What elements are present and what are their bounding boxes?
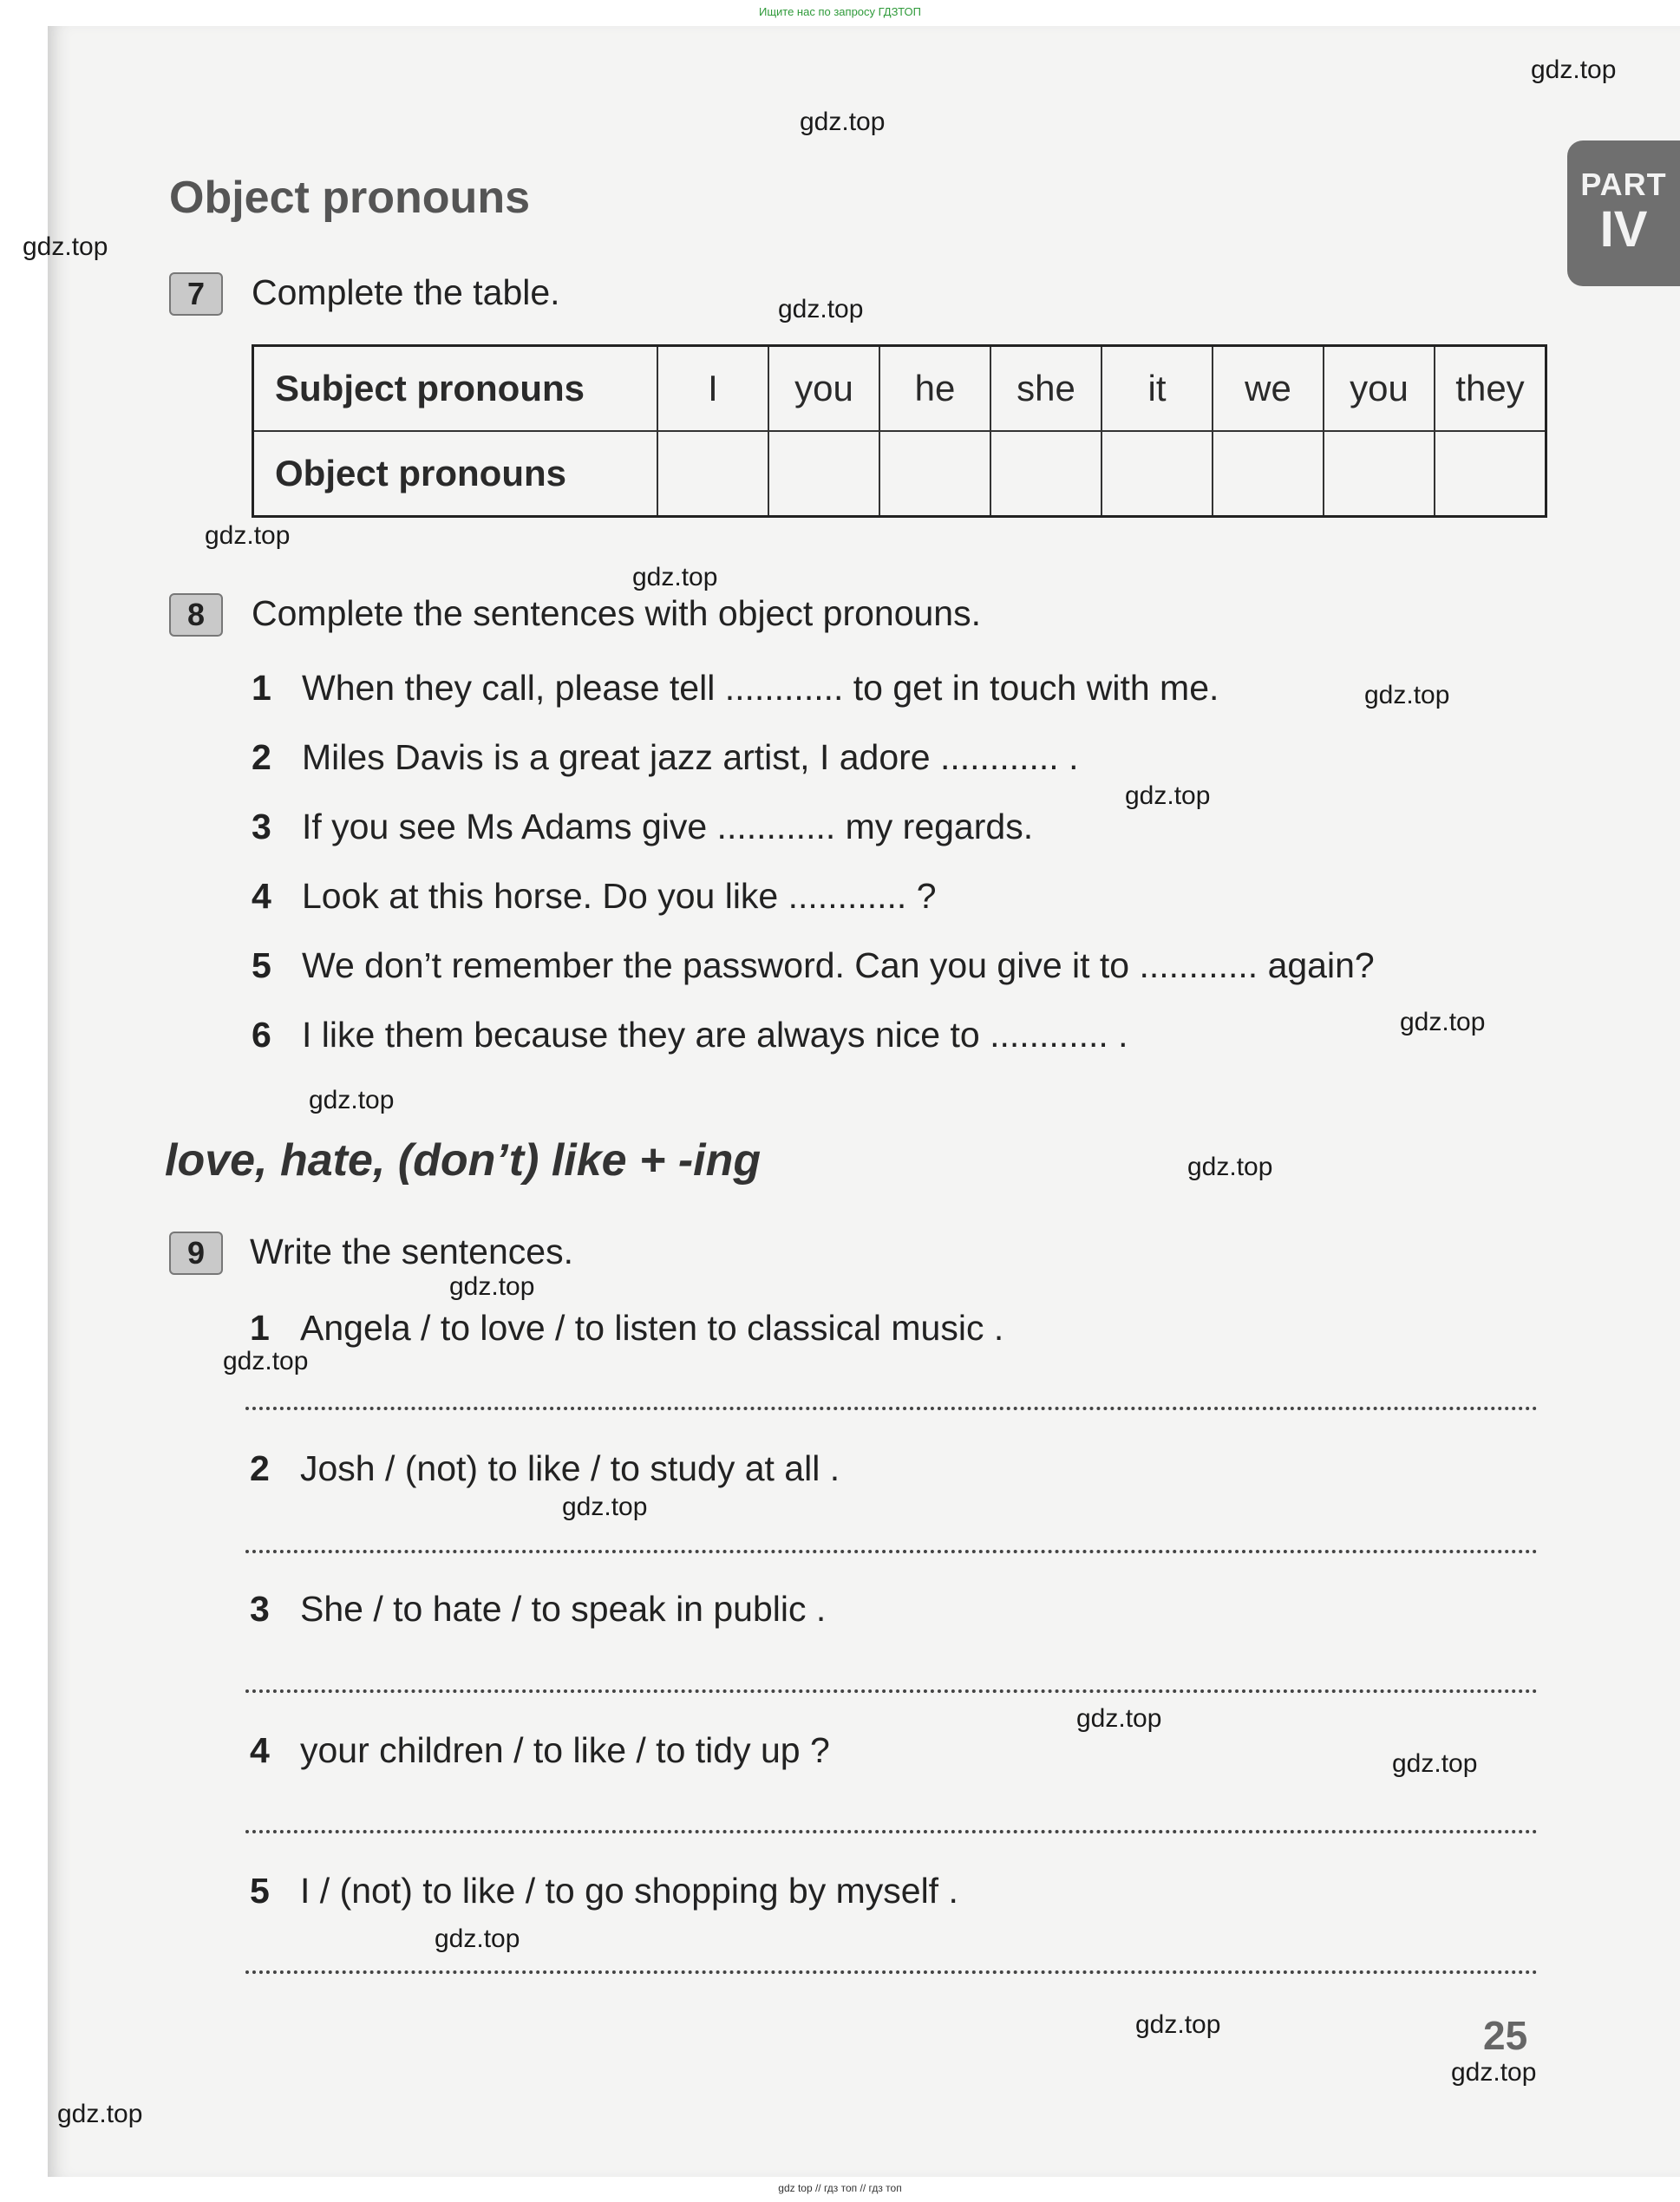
exercise-7-instruction: Complete the table. [252,272,560,312]
subject-cell: it [1101,346,1213,432]
object-answer-cell[interactable] [768,431,879,517]
subject-cell: they [1435,346,1546,432]
table-row-object [253,431,1546,517]
item-number: 2 [252,737,271,777]
object-answer-cell[interactable] [1324,431,1435,517]
part-tab [1567,140,1680,286]
watermark: gdz.top [1125,781,1211,810]
item-text: Angela / to love / to listen to classical music . [300,1308,1004,1348]
exercise-9-number: 9 [169,1232,223,1275]
item-text: Josh / (not) to like / to study at all . [300,1448,840,1488]
exercise-9-instruction: Write the sentences. [250,1232,573,1271]
object-answer-cell[interactable] [990,431,1101,517]
item-text: Miles Davis is a great jazz artist, I adore ............ . [302,737,1079,777]
list-item [252,876,937,917]
item-text: She / to hate / to speak in public . [300,1589,827,1629]
bottom-note: gdz top // гдз топ // гдз топ [778,2182,902,2194]
list-item [250,1448,840,1489]
item-text: I like them because they are always nice to ............ . [302,1015,1128,1055]
exercise-8-number: 8 [169,593,223,637]
section-title-object-pronouns: Object pronouns [169,173,530,223]
watermark: gdz.top [1392,1749,1478,1778]
item-text: I / (not) to like / to go shopping by myself . [300,1871,958,1911]
watermark: gdz.top [435,1924,520,1953]
watermark: gdz.top [1076,1704,1162,1733]
subject-cell: he [879,346,990,432]
item-number: 4 [252,876,271,916]
item-number: 4 [250,1730,270,1770]
list-item [252,737,1078,778]
item-text: We don’t remember the password. Can you give it to ............ again? [302,945,1375,985]
subject-cell: you [1324,346,1435,432]
list-item [252,945,1375,986]
subject-cell: you [768,346,879,432]
item-number: 5 [252,945,271,985]
item-text: If you see Ms Adams give ............ my regards. [302,807,1034,846]
watermark: gdz.top [1451,2058,1537,2087]
object-answer-cell[interactable] [1213,431,1324,517]
watermark: gdz.top [800,108,886,136]
pronoun-table [252,344,1547,518]
list-item [252,668,1219,709]
answer-line[interactable] [245,1830,1538,1833]
item-number: 3 [252,807,271,846]
list-item [250,1589,826,1630]
answer-line[interactable] [245,1550,1538,1553]
watermark: gdz.top [1135,2010,1221,2039]
item-text: your children / to like / to tidy up ? [300,1730,830,1770]
item-number: 2 [250,1448,270,1488]
list-item [252,1015,1128,1055]
row-header-object: Object pronouns [253,431,658,517]
watermark: gdz.top [1187,1153,1273,1181]
item-number: 3 [250,1589,270,1629]
watermark: gdz.top [309,1086,395,1114]
section-title-verbs-ing: love, hate, (don’t) like + -ing [165,1135,762,1186]
item-number: 6 [252,1015,271,1055]
watermark: gdz.top [223,1347,309,1375]
subject-cell: we [1213,346,1324,432]
subject-cell: I [657,346,768,432]
object-answer-cell[interactable] [879,431,990,517]
item-text: Look at this horse. Do you like ............ ? [302,876,937,916]
watermark: gdz.top [778,295,864,323]
row-header-subject: Subject pronouns [253,346,658,432]
watermark: gdz.top [205,521,291,550]
watermark: gdz.top [1531,56,1617,84]
list-item [250,1308,1003,1349]
item-number: 5 [250,1871,270,1911]
object-answer-cell[interactable] [1435,431,1546,517]
answer-line[interactable] [245,1407,1538,1410]
object-answer-cell[interactable] [1101,431,1213,517]
top-search-note: Ищите нас по запросу ГДЗТОП [758,5,921,18]
list-item [252,807,1033,847]
item-number: 1 [250,1308,270,1348]
watermark: gdz.top [1400,1008,1486,1036]
part-roman-numeral: IV [1599,201,1648,258]
table-row-subject [253,346,1546,432]
watermark: gdz.top [632,563,718,591]
watermark: gdz.top [449,1272,535,1301]
exercise-7-number: 7 [169,272,223,316]
watermark: gdz.top [1364,681,1450,709]
object-answer-cell[interactable] [657,431,768,517]
page-number: 25 [1483,2013,1528,2058]
item-text: When they call, please tell ............ to get in touch with me. [302,668,1219,708]
answer-line[interactable] [245,1970,1538,1974]
watermark: gdz.top [23,232,108,261]
list-item [250,1730,830,1771]
part-label: PART [1580,167,1667,202]
list-item [250,1871,958,1911]
watermark: gdz.top [57,2100,143,2128]
subject-cell: she [990,346,1101,432]
exercise-8-instruction: Complete the sentences with object pronouns. [252,593,982,633]
item-number: 1 [252,668,271,708]
answer-line[interactable] [245,1689,1538,1693]
watermark: gdz.top [562,1493,648,1521]
